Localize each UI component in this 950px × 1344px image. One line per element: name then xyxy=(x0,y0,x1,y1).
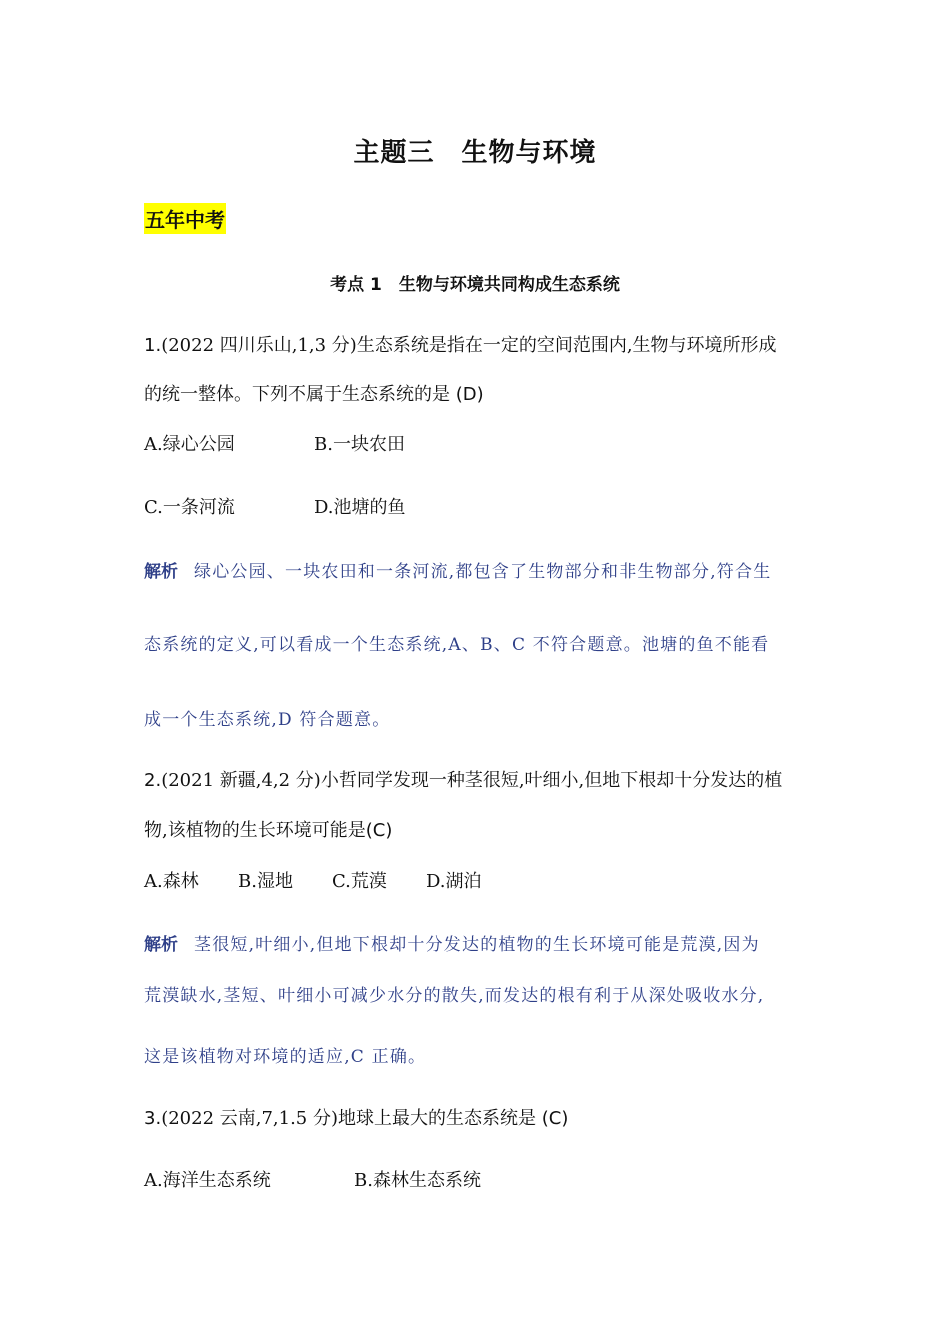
answer: (C) xyxy=(365,820,393,841)
question-number: 1. xyxy=(144,335,162,356)
answer: (D) xyxy=(455,384,484,405)
explanation-1-line-2: 态系统的定义,可以看成一个生态系统,A、B、C 不符合题意。池塘的鱼不能看 xyxy=(144,635,770,655)
option-b: B.一块农田 xyxy=(314,434,405,455)
explanation-label: 解析 xyxy=(144,562,178,582)
question-number: 2. xyxy=(144,770,162,791)
question-1-line-1: 1.(2022 四川乐山,1,3 分)生态系统是指在一定的空间范围内,生物与环境所形成 xyxy=(144,335,777,356)
explanation-2-line-1: 解析 茎很短,叶细小,但地下根却十分发达的植物的生长环境可能是荒漠,因为 xyxy=(144,935,760,955)
section-heading: 五年中考 xyxy=(144,203,226,234)
question-2-line-1: 2.(2021 新疆,4,2 分)小哲同学发现一种茎很短,叶细小,但地下根却十分发达的植 xyxy=(144,770,783,791)
question-2-line-2: 物,该植物的生长环境可能是(C) xyxy=(144,820,393,841)
option-a: A.海洋生态系统 xyxy=(144,1170,271,1191)
question-1-line-2: 的统一整体。下列不属于生态系统的是 (D) xyxy=(144,384,484,405)
explanation-label: 解析 xyxy=(144,935,178,955)
kaodian-heading: 考点 1 生物与环境共同构成生态系统 xyxy=(330,275,620,295)
question-3-line-1: 3.(2022 云南,7,1.5 分)地球上最大的生态系统是 (C) xyxy=(144,1108,569,1129)
option-a: A.绿心公园 xyxy=(144,434,235,455)
explanation-1-line-1: 解析 绿心公园、一块农田和一条河流,都包含了生物部分和非生物部分,符合生 xyxy=(144,562,772,582)
option-a: A.森林 xyxy=(144,871,199,892)
answer: (C) xyxy=(541,1108,569,1129)
page-title: 主题三 生物与环境 xyxy=(353,138,597,168)
option-c: C.荒漠 xyxy=(332,871,387,892)
option-d: D.湖泊 xyxy=(426,871,482,892)
explanation-2-line-3: 这是该植物对环境的适应,C 正确。 xyxy=(144,1047,427,1067)
explanation-1-line-3: 成一个生态系统,D 符合题意。 xyxy=(144,710,391,730)
question-number: 3. xyxy=(144,1108,162,1129)
option-b: B.湿地 xyxy=(238,871,293,892)
option-c: C.一条河流 xyxy=(144,497,235,518)
option-b: B.森林生态系统 xyxy=(354,1170,481,1191)
option-d: D.池塘的鱼 xyxy=(314,497,406,518)
explanation-2-line-2: 荒漠缺水,茎短、叶细小可减少水分的散失,而发达的根有利于从深处吸收水分, xyxy=(144,986,765,1006)
